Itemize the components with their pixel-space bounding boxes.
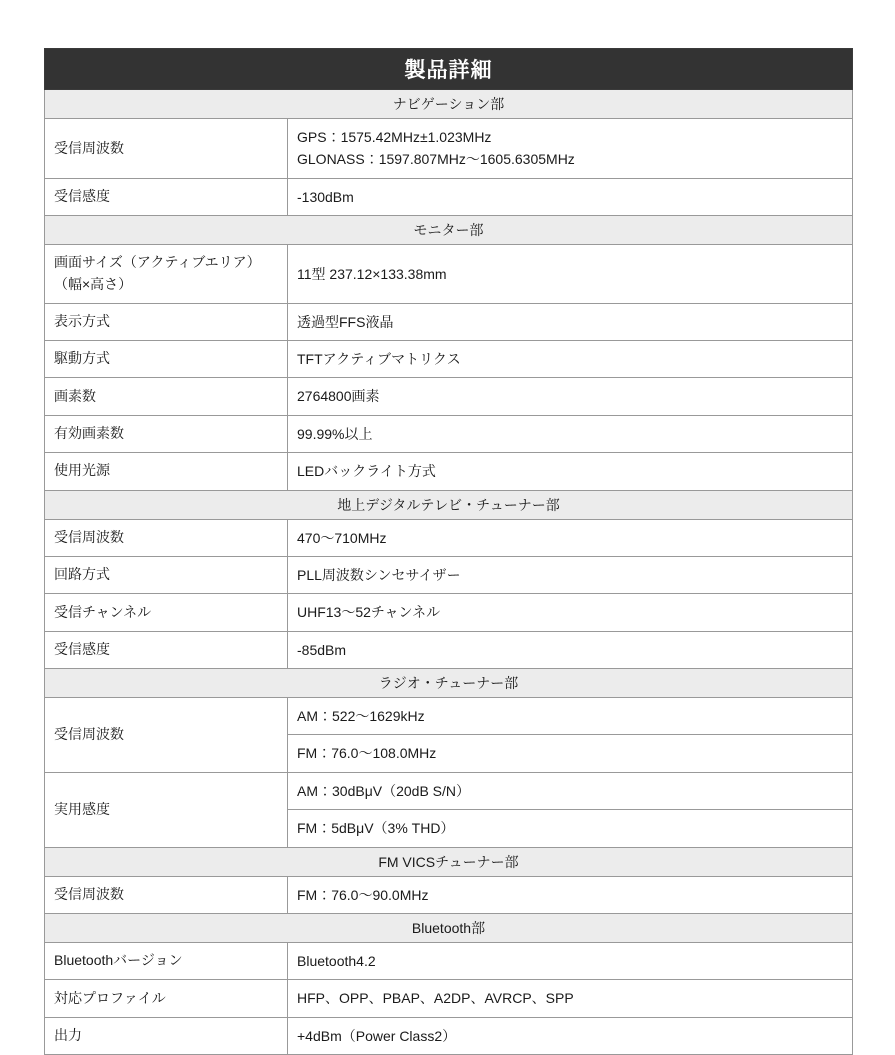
spec-value: HFP、OPP、PBAP、A2DP、AVRCP、SPP	[288, 980, 853, 1017]
spec-label	[45, 245, 288, 303]
product-spec-table	[44, 48, 853, 1055]
spec-value: -85dBm	[288, 631, 853, 668]
spec-value: 11型 237.12×133.38mm	[288, 245, 853, 303]
table-row	[45, 178, 853, 215]
spec-label: 受信感度	[45, 178, 288, 215]
spec-value	[288, 119, 853, 179]
spec-value: 透過型FFS液晶	[288, 303, 853, 340]
section-heading-row	[45, 669, 853, 698]
spec-value: LEDバックライト方式	[288, 453, 853, 490]
spec-value: AM：30dBμV（20dB S/N）	[288, 772, 853, 809]
spec-label: 受信周波数	[45, 698, 288, 773]
spec-value: FM：76.0〜90.0MHz	[288, 876, 853, 913]
spec-value: 2764800画素	[288, 378, 853, 415]
spec-label: 受信周波数	[45, 519, 288, 556]
spec-value-line: GLONASS：1597.807MHz〜1605.6305MHz	[297, 151, 575, 168]
table-row	[45, 303, 853, 340]
spec-value-line: GPS：1575.42MHz±1.023MHz	[297, 129, 492, 145]
spec-label: 受信周波数	[45, 876, 288, 913]
section-heading-row	[45, 216, 853, 245]
section-heading: 地上デジタルテレビ・チューナー部	[45, 490, 853, 519]
spec-label-line: 画面サイズ（アクティブエリア）	[54, 254, 261, 271]
section-heading-row	[45, 90, 853, 119]
table-row	[45, 556, 853, 593]
spec-label: 回路方式	[45, 556, 288, 593]
spec-label: 実用感度	[45, 772, 288, 847]
spec-label: Bluetoothバージョン	[45, 943, 288, 980]
table-row	[45, 698, 853, 735]
table-row	[45, 245, 853, 303]
spec-value: PLL周波数シンセサイザー	[288, 556, 853, 593]
spec-value: 470〜710MHz	[288, 519, 853, 556]
spec-value: 99.99%以上	[288, 415, 853, 452]
table-row	[45, 1017, 853, 1054]
spec-label: 画素数	[45, 378, 288, 415]
section-heading-row	[45, 914, 853, 943]
spec-label: 使用光源	[45, 453, 288, 490]
spec-value: FM：76.0〜108.0MHz	[288, 735, 853, 772]
spec-value: FM：5dBμV（3% THD）	[288, 810, 853, 847]
spec-label: 受信チャンネル	[45, 594, 288, 631]
table-row	[45, 415, 853, 452]
spec-value: Bluetooth4.2	[288, 943, 853, 980]
spec-label: 受信周波数	[45, 119, 288, 179]
table-row	[45, 453, 853, 490]
spec-label: 有効画素数	[45, 415, 288, 452]
spec-label: 出力	[45, 1017, 288, 1054]
section-heading: モニター部	[45, 216, 853, 245]
spec-label: 駆動方式	[45, 340, 288, 377]
table-row	[45, 594, 853, 631]
product-spec-container	[44, 48, 852, 1055]
table-row	[45, 631, 853, 668]
table-row	[45, 378, 853, 415]
table-row	[45, 772, 853, 809]
table-row	[45, 980, 853, 1017]
spec-table-body	[45, 49, 853, 1055]
spec-value: -130dBm	[288, 178, 853, 215]
section-heading: ナビゲーション部	[45, 90, 853, 119]
table-title-row	[45, 49, 853, 90]
spec-label: 受信感度	[45, 631, 288, 668]
spec-label: 対応プロファイル	[45, 980, 288, 1017]
section-heading: ラジオ・チューナー部	[45, 669, 853, 698]
table-row	[45, 119, 853, 179]
table-row	[45, 519, 853, 556]
section-heading: FM VICSチューナー部	[45, 847, 853, 876]
section-heading: Bluetooth部	[45, 914, 853, 943]
table-row	[45, 340, 853, 377]
page-title: 製品詳細	[45, 49, 853, 90]
spec-value: AM：522〜1629kHz	[288, 698, 853, 735]
spec-value: UHF13〜52チャンネル	[288, 594, 853, 631]
spec-value: +4dBm（Power Class2）	[288, 1017, 853, 1054]
spec-label-line: （幅×高さ）	[54, 275, 133, 292]
section-heading-row	[45, 847, 853, 876]
spec-value: TFTアクティブマトリクス	[288, 340, 853, 377]
section-heading-row	[45, 490, 853, 519]
table-row	[45, 943, 853, 980]
spec-label: 表示方式	[45, 303, 288, 340]
